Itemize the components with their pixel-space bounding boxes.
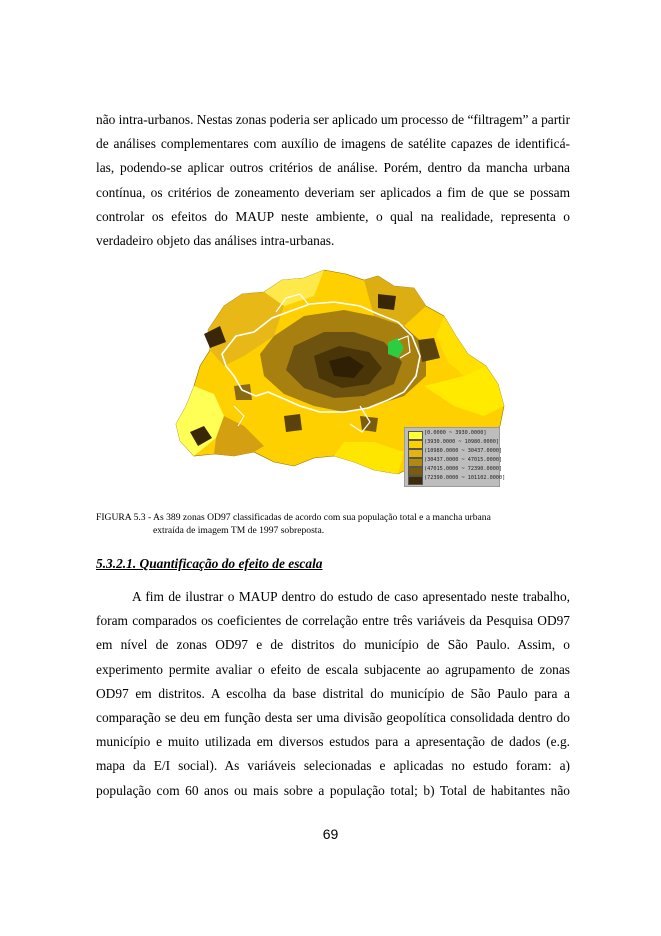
legend-label: (47015.0000 ~ 72390.0000]: [424, 466, 503, 472]
text-line: A fim de ilustrar o MAUP dentro do estudo de caso apresentado neste trabalho,: [132, 589, 570, 604]
legend-label: (3930.0000 ~ 10980.0000]: [424, 439, 499, 445]
legend-label: [0.0000 ~ 3930.0000]: [424, 430, 487, 436]
legend-swatch: [408, 467, 423, 476]
text-line: las, podendo-se aplicar outros critérios de análise. Porém, dentro da mancha urbana: [96, 160, 570, 176]
text-line: em nível de zonas OD97 e de distritos do município de São Paulo. Assim, o: [96, 637, 570, 653]
legend-item: [408, 475, 506, 484]
body-paragraph-1: [96, 108, 570, 253]
text-line: experimento permite avaliar o efeito de escala subjacente ao agrupamento de zonas: [96, 661, 570, 677]
caption-line: extraída de imagem TM de 1997 sobreposta.: [153, 525, 325, 536]
section-heading: [96, 556, 322, 572]
text-line: mapa da E/I social). As variáveis selecionadas e aplicadas no estudo foram: a): [96, 758, 570, 774]
legend-swatch: [408, 458, 423, 467]
legend-label: (10980.0000 ~ 30437.0000]: [424, 448, 503, 454]
legend-swatch: [408, 431, 423, 440]
legend-swatch: [408, 440, 423, 449]
legend-item: [408, 448, 503, 457]
legend-label: (72390.0000 ~ 101102.0000]: [424, 475, 506, 481]
text-line: população com 60 anos ou mais sobre a população total; b) Total de habitantes não: [96, 782, 570, 798]
text-line: de análises complementares com auxílio de imagens de satélite capazes de identificá-: [96, 136, 570, 152]
text-line: foram comparados os coeficientes de correlação entre três variáveis da Pesquisa OD97: [96, 613, 570, 629]
legend-item: [408, 466, 503, 475]
legend-swatch: [408, 449, 423, 458]
legend-item: [408, 457, 503, 466]
text-line: OD97 em distritos. A escolha da base distrital do município de São Paulo para a: [96, 685, 570, 701]
text-line: comparação se deu em função desta ser uma divisão geopolítica consolidada dentro do: [96, 710, 570, 726]
text-line: contínua, os critérios de zoneamento deveriam ser aplicados a fim de que se possam: [96, 184, 570, 200]
caption-line: FIGURA 5.3 - As 389 zonas OD97 classificadas de acordo com sua população total e a mancha urbana: [96, 512, 491, 523]
text-line: controlar os efeitos do MAUP neste ambiente, o qual na realidade, representa o: [96, 208, 570, 224]
zone-map-figure: [164, 266, 510, 481]
figure-caption: [96, 511, 570, 537]
text-line: não intra-urbanos. Nestas zonas poderia ser aplicado um processo de “filtragem” a partir: [96, 112, 571, 127]
body-paragraph-2: [96, 585, 570, 803]
legend-label: (30437.0000 ~ 47015.0000]: [424, 457, 503, 463]
legend-item: [408, 431, 498, 439]
section-heading-text: 5.3.2.1. Quantificação do efeito de escala: [96, 556, 323, 571]
legend-item: [408, 440, 498, 448]
page-number: 69: [322, 826, 339, 842]
legend-swatch: [408, 476, 423, 485]
text-line: município e muito utilizada em diversos estudos para a apresentação de dados (e.g.: [96, 734, 570, 750]
text-line: verdadeiro objeto das análises intra-urbanas.: [96, 233, 335, 249]
map-legend: [404, 427, 506, 487]
